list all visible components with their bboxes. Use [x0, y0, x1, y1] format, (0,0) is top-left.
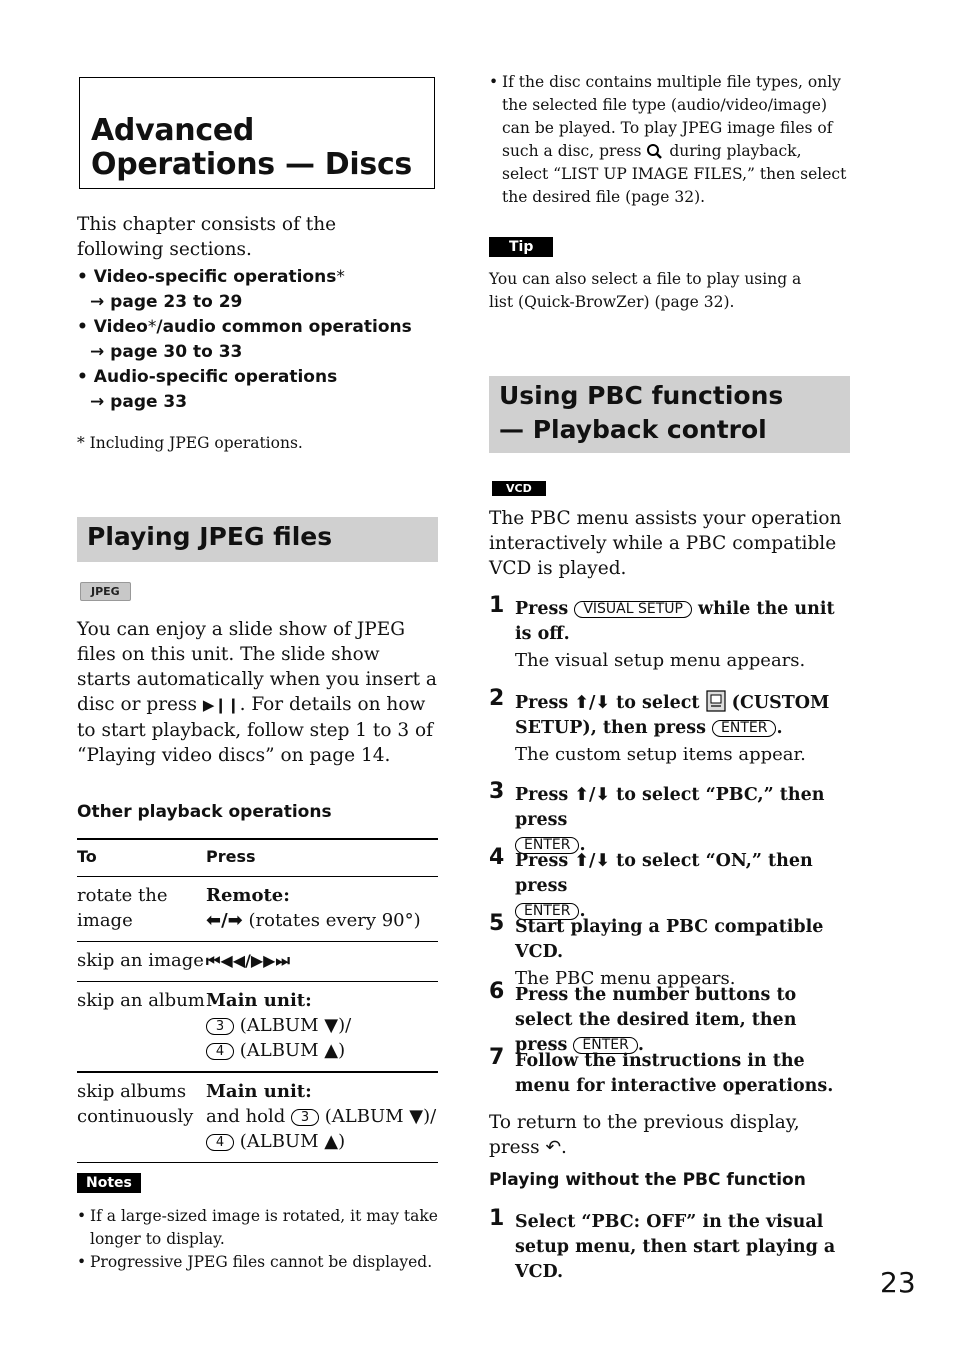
jpeg-heading: Playing JPEG files	[87, 522, 333, 551]
section-list	[77, 265, 438, 415]
tip-badge: Tip	[489, 236, 553, 257]
vcd-tag: VCD	[492, 477, 546, 496]
enter-key: ENTER	[712, 720, 776, 737]
without-pbc-heading: Playing without the PBC function	[489, 1170, 806, 1190]
section-item: • Audio-specific operations	[77, 367, 338, 387]
step-2: 2 Press ⬆/⬇ to select (CUSTOM SETUP), then press ENTER . The custom setup items appear.	[489, 686, 830, 765]
visual-setup-key: VISUAL SETUP	[574, 601, 692, 618]
pbc-section-header	[489, 376, 850, 453]
notes-badge: Notes	[77, 1172, 141, 1193]
list-item: • If a large-sized image is rotated, it may take longer to display.	[77, 1205, 438, 1251]
return-text: To return to the previous display, press ↶.	[489, 1112, 800, 1158]
table-header-row	[77, 839, 438, 877]
section-item: • Video*/audio common operations	[77, 317, 412, 337]
other-ops-heading: Other playback operations	[77, 802, 332, 822]
chapter-title: Advanced Operations — Discs	[91, 113, 412, 182]
list-item: • Progressive JPEG files cannot be displayed.	[77, 1251, 438, 1274]
section-item: • Video-specific operations*	[77, 267, 345, 287]
step-5: 5 Start playing a PBC compatible VCD. The PBC menu appears.	[489, 911, 824, 989]
col-press: Press	[206, 847, 256, 866]
filetype-note: • If the disc contains multiple file types, only the selected file type (audio/video/image) can be played. To play JPEG image files of such a disc, press during playback, select “LIST UP IMAGE FILES,” then select the desired file (page 32).	[489, 71, 851, 209]
section-ref: → page 23 to 29	[90, 292, 243, 312]
pbc-heading: Using PBC functions — Playback control	[499, 381, 784, 444]
without-step-1: 1 Select “PBC: OFF” in the visual setup menu, then start playing a VCD.	[489, 1206, 836, 1282]
step-7: 7 Follow the instructions in the menu for interactive operations.	[489, 1045, 834, 1096]
step-1: 1 Press VISUAL SETUP while the unit is off. The visual setup menu appears.	[489, 593, 835, 671]
table-row: rotate the image Remote: ⬅/➡ (rotates every 90°)	[77, 877, 438, 942]
key-3: 3	[291, 1109, 319, 1126]
jpeg-section-header	[77, 517, 438, 562]
pbc-intro: The PBC menu assists your operation interactively while a PBC compatible VCD is played.	[489, 508, 842, 579]
section-ref: → page 33	[90, 392, 188, 412]
enter-key: ENTER	[515, 837, 579, 854]
page-number: 23	[880, 1266, 916, 1299]
col-to: To	[77, 847, 97, 866]
enter-key: ENTER	[573, 1037, 637, 1054]
custom-setup-icon	[706, 690, 726, 712]
key-4: 4	[206, 1043, 234, 1060]
notes-list	[77, 1205, 438, 1274]
return-icon: ↶	[545, 1137, 562, 1158]
step-3: 3 Press ⬆/⬇ to select “PBC,” then press ENTER .	[489, 779, 825, 855]
skip-icons: ⏮◀◀/▶▶⏭	[206, 951, 290, 970]
footnote: * Including JPEG operations.	[77, 434, 303, 452]
key-3: 3	[206, 1018, 234, 1035]
up-down-arrow-icon: ⬆/⬇	[574, 785, 611, 805]
up-down-arrow-icon: ⬆/⬇	[574, 851, 611, 871]
play-pause-icon: ▶❙❙	[202, 696, 240, 714]
search-icon	[646, 143, 664, 159]
table-row: skip an image ⏮◀◀/▶▶⏭	[77, 942, 438, 982]
operations-table	[77, 838, 438, 1163]
jpeg-body: You can enjoy a slide show of JPEG files on this unit. The slide show starts automatically when you insert a disc or press ▶❙❙. For details on how to start playback, follow step 1 to 3 of “Playing video discs” on page 14.	[77, 619, 437, 766]
section-ref: → page 30 to 33	[90, 342, 243, 362]
key-4: 4	[206, 1134, 234, 1151]
step-4: 4 Press ⬆/⬇ to select “ON,” then press ENTER .	[489, 845, 813, 921]
jpeg-tag: JPEG	[80, 580, 131, 601]
step-6: 6 Press the number buttons to select the desired item, then press ENTER .	[489, 979, 797, 1055]
left-right-arrow-icon: ⬅/➡	[206, 910, 243, 931]
up-down-arrow-icon: ⬆/⬇	[574, 693, 611, 713]
chapter-title-box	[79, 77, 435, 189]
chapter-intro: This chapter consists of the following sections.	[77, 214, 337, 260]
enter-key: ENTER	[515, 903, 579, 920]
table-row: skip an album Main unit: 3 (ALBUM ▼)/ 4 (ALBUM ▲)	[77, 982, 438, 1073]
tip-text: You can also select a file to play using a list (Quick-BrowZer) (page 32).	[489, 270, 802, 311]
table-row: skip albums continuously Main unit: and hold 3 (ALBUM ▼)/ 4 (ALBUM ▲)	[77, 1072, 438, 1163]
